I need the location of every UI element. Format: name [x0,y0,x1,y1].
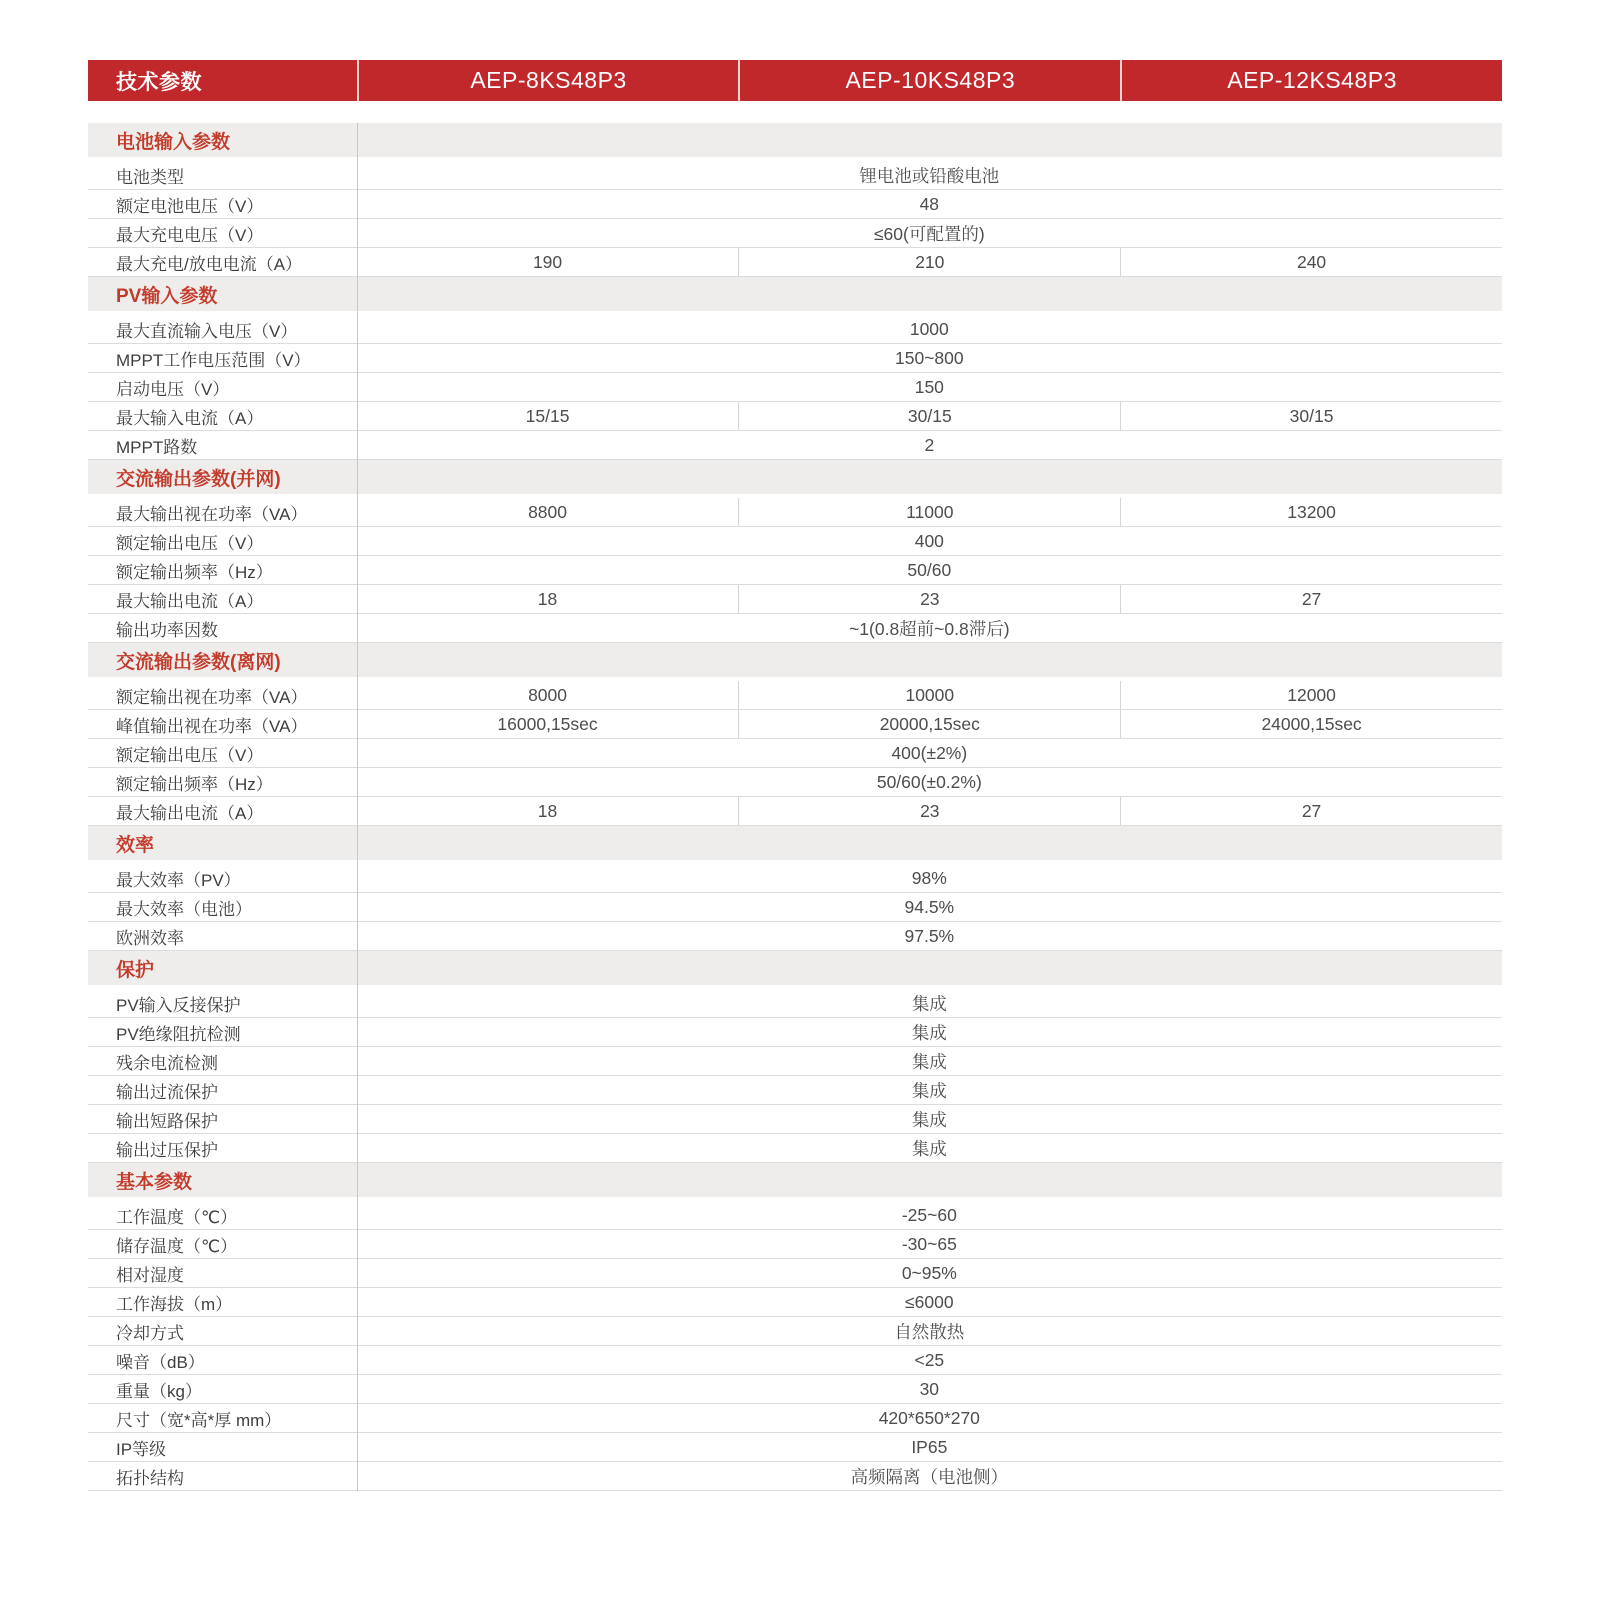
row-label: 最大充电电压（V） [116,225,264,245]
header-model-3: AEP-12KS48P3 [1120,60,1502,101]
row-value-2: 20000,15sec [738,710,1120,738]
row-label: 额定电池电压（V） [116,196,264,216]
row-label: MPPT工作电压范围（V） [116,350,311,370]
section-band-6 [88,951,1502,985]
row-value-span: 400(±2%) [891,742,968,763]
header-model-1: AEP-8KS48P3 [357,60,739,101]
row-label: 峰值输出视在功率（VA） [116,716,308,736]
row-value-span: 集成 [911,1080,947,1101]
row-value-3: 13200 [1120,498,1502,526]
row-label: 最大输出电流（A） [116,803,264,823]
row-value-span: 锂电池或铅酸电池 [859,165,1000,186]
row-value-2: 11000 [738,498,1120,526]
table-row [88,190,1502,219]
table-row [88,344,1502,373]
table-row [88,1288,1502,1317]
table-row [88,1462,1502,1491]
row-value-span: <25 [914,1349,945,1370]
table-row [88,768,1502,797]
spec-table-header-row [88,60,1502,101]
row-value-3: 240 [1120,248,1502,276]
row-label: MPPT路数 [116,437,198,457]
row-label: 最大效率（PV） [116,870,241,890]
row-label: 储存温度（℃） [116,1236,238,1256]
row-value-2: 23 [738,585,1120,613]
row-value-1: 8000 [528,684,567,705]
row-label: 尺寸（宽*高*厚 mm） [116,1410,282,1430]
table-row [88,431,1502,460]
table-row [88,922,1502,951]
row-value-1: 16000,15sec [497,713,598,734]
row-value-1: 18 [537,588,558,609]
row-label: 最大输出电流（A） [116,591,264,611]
row-value-span: 集成 [911,1051,947,1072]
section-title: 交流输出参数(并网) [116,468,281,490]
table-row [88,681,1502,710]
row-value-span: -25~60 [901,1204,957,1225]
table-row [88,161,1502,190]
row-label: 电池类型 [116,167,184,187]
row-value-span: ≤60(可配置的) [873,223,985,244]
row-value-2: 23 [738,797,1120,825]
row-value-span: 集成 [911,1109,947,1130]
table-row [88,710,1502,739]
row-value-span: 1000 [909,318,949,339]
section-band-4 [88,643,1502,677]
section-band-5 [88,826,1502,860]
section-title: 电池输入参数 [116,131,231,153]
row-label: 输出短路保护 [116,1111,218,1131]
row-value-span: ~1(0.8超前~0.8滞后) [849,618,1010,639]
row-value-span: 自然散热 [894,1321,965,1342]
row-value-3: 30/15 [1120,402,1502,430]
header-model-2: AEP-10KS48P3 [738,60,1120,101]
row-label: 最大输出视在功率（VA） [116,504,308,524]
section-title: 基本参数 [116,1171,193,1193]
table-row [88,248,1502,277]
table-row [88,989,1502,1018]
row-value-span: 0~95% [901,1262,957,1283]
table-row [88,527,1502,556]
row-value-span: 2 [924,434,935,455]
row-value-span: 30 [919,1378,940,1399]
row-label: 最大效率（电池） [116,899,252,919]
row-value-span: 400 [914,530,944,551]
section-band-3 [88,460,1502,494]
table-row [88,1375,1502,1404]
row-label: 输出过压保护 [116,1140,218,1160]
row-value-2: 10000 [738,681,1120,709]
header-param-col: 技术参数 [116,70,202,94]
table-row [88,1018,1502,1047]
row-label: 最大输入电流（A） [116,408,264,428]
row-label: 冷却方式 [116,1323,184,1343]
row-label: 残余电流检测 [116,1053,218,1073]
row-label: 额定输出电压（V） [116,533,264,553]
row-label: IP等级 [116,1439,167,1459]
section-band-1 [88,123,1502,157]
row-value-1: 18 [537,800,558,821]
row-label: 最大充电/放电电流（A） [116,254,303,274]
spec-table [88,60,1502,1491]
row-label: 最大直流输入电压（V） [116,321,298,341]
row-value-span: 集成 [911,1138,947,1159]
table-row [88,1230,1502,1259]
table-row [88,739,1502,768]
row-value-span: 97.5% [904,925,955,946]
row-value-span: 150~800 [895,347,964,368]
row-label: 输出功率因数 [116,620,218,640]
table-row [88,1201,1502,1230]
row-value-span: 集成 [911,993,947,1014]
table-row [88,893,1502,922]
row-value-3: 27 [1120,797,1502,825]
row-label: 输出过流保护 [116,1082,218,1102]
row-label: 额定输出频率（Hz） [116,562,273,582]
table-row [88,498,1502,527]
row-value-span: 高频隔离（电池侧） [850,1466,1009,1487]
row-label: 额定输出电压（V） [116,745,264,765]
table-row [88,864,1502,893]
section-title: 效率 [116,834,155,856]
table-row [88,1433,1502,1462]
section-title: PV输入参数 [116,285,218,307]
row-value-3: 27 [1120,585,1502,613]
table-row [88,1134,1502,1163]
row-value-span: 50/60 [907,559,952,580]
row-label: PV输入反接保护 [116,995,241,1015]
table-row [88,585,1502,614]
row-value-3: 12000 [1120,681,1502,709]
row-value-span: 98% [911,867,947,888]
table-row [88,797,1502,826]
section-title: 保护 [116,959,155,981]
row-label: 额定输出频率（Hz） [116,774,273,794]
table-row [88,1259,1502,1288]
table-row [88,315,1502,344]
row-value-1: 190 [532,251,563,272]
label-column-divider [357,123,358,1491]
row-value-span: 94.5% [904,896,955,917]
row-label: 噪音（dB） [116,1352,205,1372]
row-value-span: 150 [914,376,944,397]
table-row [88,1076,1502,1105]
table-row [88,1105,1502,1134]
row-value-1: 15/15 [525,405,570,426]
row-value-3: 24000,15sec [1120,710,1502,738]
table-row [88,614,1502,643]
row-label: 拓扑结构 [116,1468,184,1488]
row-label: 欧洲效率 [116,928,184,948]
row-label: 额定输出视在功率（VA） [116,687,308,707]
row-value-span: 420*650*270 [878,1407,980,1428]
row-label: 重量（kg） [116,1381,202,1401]
row-value-1: 8800 [528,501,567,522]
row-value-2: 30/15 [738,402,1120,430]
section-band-7 [88,1163,1502,1197]
table-row [88,373,1502,402]
spec-table-body [88,123,1502,1491]
header-gap [88,101,1502,123]
row-value-span: 50/60(±0.2%) [876,771,982,792]
table-row [88,1047,1502,1076]
row-value-span: -30~65 [901,1233,957,1254]
row-label: PV绝缘阻抗检测 [116,1024,241,1044]
row-label: 工作海拔（m） [116,1294,233,1314]
table-row [88,1317,1502,1346]
row-label: 工作温度（℃） [116,1207,238,1227]
table-row [88,1404,1502,1433]
row-value-span: 48 [919,193,940,214]
table-row [88,402,1502,431]
table-row [88,556,1502,585]
row-value-span: ≤6000 [905,1291,954,1312]
row-value-span: 集成 [911,1022,947,1043]
table-row [88,1346,1502,1375]
table-row [88,219,1502,248]
row-label: 启动电压（V） [116,379,230,399]
section-band-2 [88,277,1502,311]
section-title: 交流输出参数(离网) [116,651,281,673]
row-value-span: IP65 [911,1436,948,1457]
row-label: 相对湿度 [116,1265,184,1285]
row-value-2: 210 [738,248,1120,276]
